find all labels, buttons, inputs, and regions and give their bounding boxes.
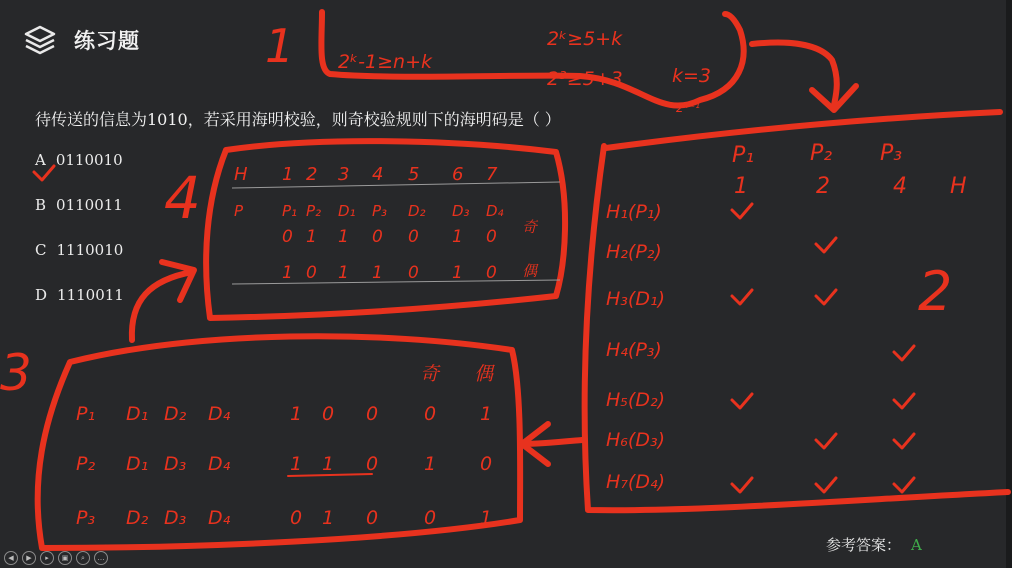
t3-term: D₁: [126, 453, 149, 475]
t3-even-bit: 1: [480, 507, 493, 529]
t4-label: D₃: [452, 202, 470, 220]
t2-row-label: H₂(P₂): [606, 241, 662, 263]
check-icon: [816, 290, 836, 304]
window-edge: [1006, 0, 1012, 568]
copy-icon[interactable]: ▣: [58, 551, 72, 565]
t4-position: 2: [306, 164, 318, 185]
t3-bit: 1: [290, 453, 303, 475]
t3-term: D₄: [208, 403, 231, 425]
page-title: 练习题: [74, 29, 140, 53]
arrow-1-to-2-head: [812, 86, 856, 110]
t2-weight-h: H: [950, 174, 967, 199]
t4-odd-bit: 1: [306, 227, 317, 247]
arrow-3-to-4-head: [162, 262, 194, 300]
option-b[interactable]: [35, 196, 124, 241]
player-controls: [4, 551, 108, 565]
t2-row-label: H₄(P₃): [606, 339, 662, 361]
t3-underline: [288, 474, 372, 476]
step-2-number: 2: [918, 260, 953, 323]
step-3-box: [38, 336, 521, 548]
t3-bit: 0: [366, 403, 379, 425]
t3-odd-bit: 0: [424, 507, 437, 529]
formula-3: 2³≥5+3: [547, 68, 623, 90]
t4-position: 3: [338, 164, 350, 185]
answer-value: A: [911, 536, 922, 554]
formula-2: 2ᵏ≥5+k: [547, 28, 623, 50]
t4-even-bit: 1: [282, 263, 293, 283]
t2-weight-4: 4: [893, 174, 907, 199]
t4-position: H: [234, 164, 248, 185]
prev-icon[interactable]: ◀: [4, 551, 18, 565]
t2-checks: [732, 204, 914, 492]
formula-4: k=3: [672, 65, 712, 87]
t4-odd-bit: 1: [452, 227, 463, 247]
zoom-icon[interactable]: ⌕: [76, 551, 90, 565]
t2-row-label: H₆(D₃): [606, 429, 665, 451]
arrow-1-to-2: [752, 43, 837, 105]
option-a[interactable]: [35, 151, 124, 196]
t2-header-p3: P₃: [880, 141, 903, 166]
question-text: 待传送的信息为1010，若采用海明校验，则奇校验规则下的海明码是（ ）: [35, 110, 561, 129]
t3-bit: 0: [290, 507, 303, 529]
option-code: 0110010: [55, 151, 123, 169]
t4-odd-bit: 0: [282, 227, 293, 247]
t2-weight-1: 1: [734, 174, 748, 199]
t4-label: P₂: [306, 202, 322, 220]
t4-even-bit: 0: [306, 263, 317, 283]
option-letter: C: [35, 241, 47, 259]
t3-term: D₄: [208, 507, 231, 529]
t2-row-label: H₅(D₂): [606, 389, 665, 411]
arrow-3-to-4: [132, 272, 192, 340]
t3-term: D₄: [208, 453, 231, 475]
check-icon: [816, 434, 836, 448]
formula-5: 2ᵏ⁻¹: [676, 101, 700, 115]
t3-rows: [76, 403, 492, 529]
t4-line-2: [232, 280, 560, 284]
check-icon: [732, 478, 752, 492]
option-code: 0110011: [56, 196, 123, 214]
option-code: 1110010: [56, 241, 124, 259]
t3-odd-bit: 0: [424, 403, 437, 425]
t4-position: 1: [282, 164, 294, 185]
t2-header-p1: P₁: [732, 143, 755, 168]
t2-header-p2: P₂: [810, 141, 833, 166]
t4-label: D₁: [338, 202, 356, 220]
answer-label: 参考答案：: [826, 536, 902, 554]
step-3-number: 3: [0, 344, 32, 402]
check-icon: [732, 290, 752, 304]
t4-even-label: 偶: [522, 262, 538, 280]
t3-bit: 0: [322, 403, 335, 425]
t3-even-bit: 1: [480, 403, 493, 425]
t4-label: P₁: [282, 202, 298, 220]
formula-1: 2ᵏ-1≥n+k: [338, 51, 433, 73]
t3-term: P₁: [76, 403, 96, 425]
option-list: [35, 151, 124, 331]
t4-even-bit: 1: [338, 263, 349, 283]
t4-position: 7: [486, 164, 498, 185]
t4-even-bit: 1: [372, 263, 383, 283]
t4-grid: [234, 164, 539, 283]
option-d[interactable]: [35, 286, 124, 331]
step-4-box: [206, 141, 565, 318]
t4-odd-bit: 0: [486, 227, 497, 247]
option-letter: A: [35, 151, 46, 169]
t2-row-label: H₇(D₄): [606, 471, 665, 493]
t4-label: D₂: [408, 202, 426, 220]
check-icon: [816, 238, 836, 252]
check-icon: [894, 346, 914, 360]
arrow-2-to-3-head: [522, 424, 548, 464]
step-1-number: 1: [265, 19, 295, 73]
t3-bit: 1: [322, 453, 335, 475]
check-icon: [732, 204, 752, 218]
t3-odd-bit: 1: [424, 453, 437, 475]
t4-label: D₄: [486, 202, 504, 220]
t3-term: D₁: [126, 403, 149, 425]
step-2-box: [585, 146, 1008, 510]
t3-bit: 0: [366, 453, 379, 475]
t4-position: 5: [408, 164, 420, 185]
t4-line-1: [232, 182, 560, 188]
check-icon: [894, 434, 914, 448]
step-4-number: 4: [164, 164, 201, 232]
t4-position: 6: [452, 164, 464, 185]
option-letter: D: [35, 286, 48, 304]
option-code: 1110011: [57, 286, 124, 304]
t2-weight-2: 2: [816, 174, 830, 199]
check-icon: [894, 394, 914, 408]
step-2-top: [606, 112, 1000, 148]
step-1-bracket: [321, 12, 743, 106]
check-icon: [732, 394, 752, 408]
t3-bit: 1: [322, 507, 335, 529]
t2-row-label: H₁(P₁): [606, 201, 662, 223]
t3-bit: 0: [366, 507, 379, 529]
t4-label: P₃: [372, 202, 388, 220]
reference-answer: [826, 534, 922, 555]
t2-row-label: H₃(D₁): [606, 288, 665, 310]
t4-even-bit: 0: [486, 263, 497, 283]
t4-position: 4: [372, 164, 384, 185]
next-icon[interactable]: ▸: [40, 551, 54, 565]
t3-term: D₃: [164, 507, 187, 529]
t4-label: P: [234, 202, 244, 220]
more-icon[interactable]: …: [94, 551, 108, 565]
t2-rows: [606, 201, 665, 493]
t4-odd-bit: 0: [408, 227, 419, 247]
t3-term: P₂: [76, 453, 96, 475]
t3-even-bit: 0: [480, 453, 493, 475]
t3-term: P₃: [76, 507, 96, 529]
t3-header-even: 偶: [474, 363, 494, 385]
option-c[interactable]: [35, 241, 124, 286]
t3-bit: 1: [290, 403, 303, 425]
t3-term: D₂: [164, 403, 187, 425]
t4-even-bit: 1: [452, 263, 463, 283]
t4-even-bit: 0: [408, 263, 419, 283]
header: [22, 22, 140, 58]
t4-odd-bit: 0: [372, 227, 383, 247]
t3-term: D₃: [164, 453, 187, 475]
t4-odd-label: 奇: [522, 218, 538, 236]
t4-odd-bit: 1: [338, 227, 349, 247]
t3-term: D₂: [126, 507, 149, 529]
t3-header-odd: 奇: [420, 363, 440, 385]
play-icon[interactable]: ▶: [22, 551, 36, 565]
arrow-2-to-3: [522, 440, 582, 444]
check-icon: [894, 478, 914, 492]
layers-icon: [22, 22, 58, 58]
check-icon: [816, 478, 836, 492]
option-letter: B: [35, 196, 47, 214]
